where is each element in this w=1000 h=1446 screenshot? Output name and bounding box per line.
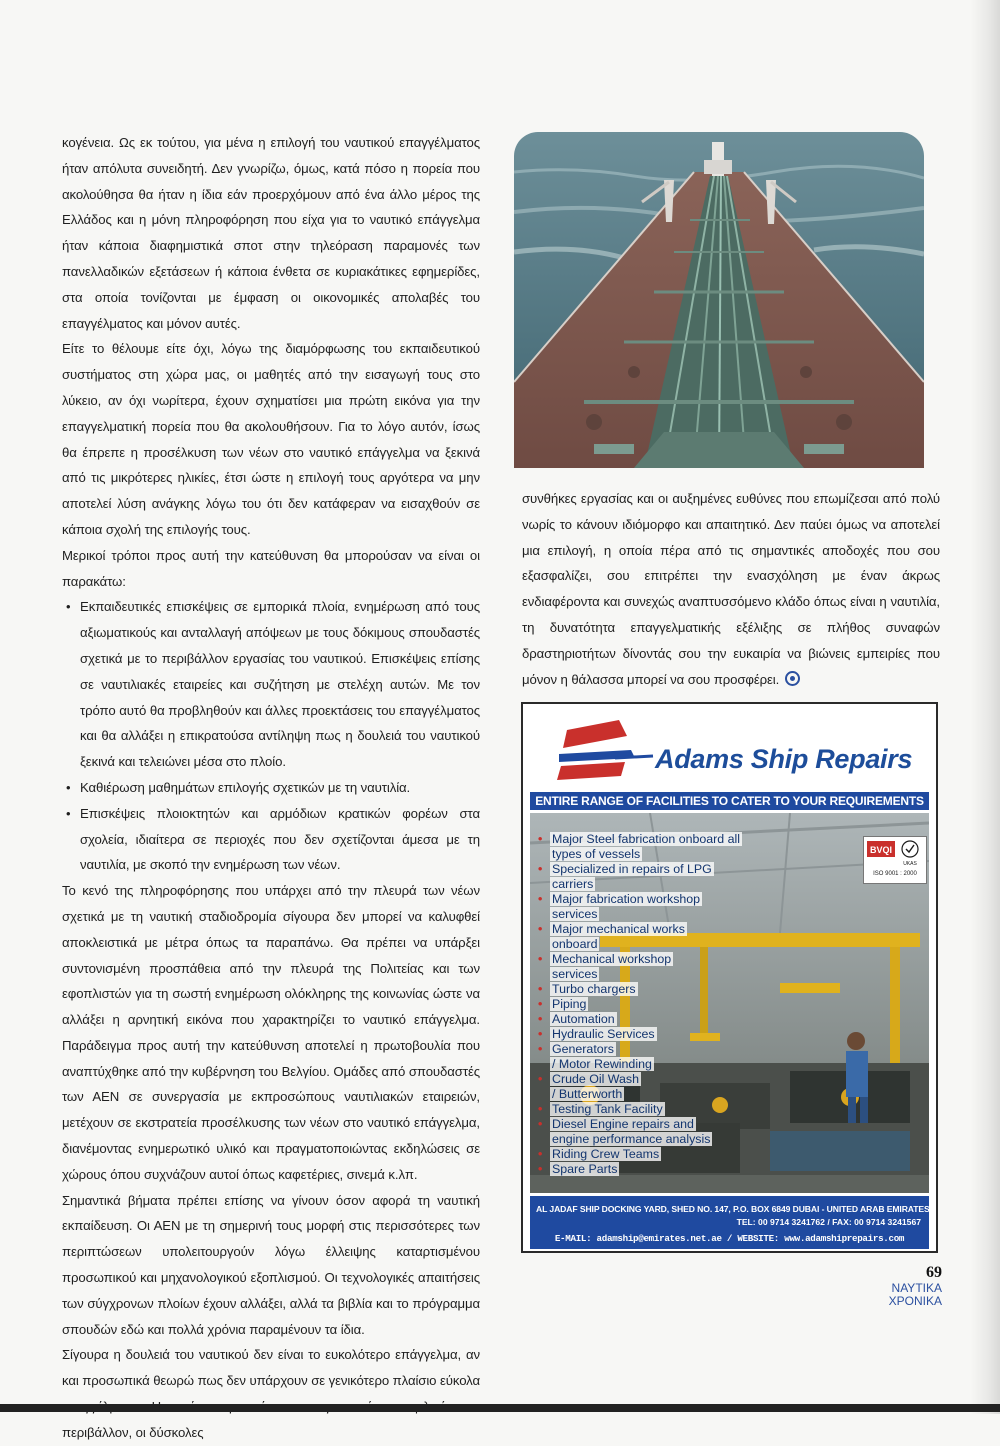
service-item: • Automation: [538, 1012, 615, 1026]
ad-banner: ENTIRE RANGE OF FACILITIES TO CATER TO YOUR REQUIREMENTS: [530, 792, 929, 810]
article-right-column: [522, 486, 940, 692]
article-paragraph-text: συνθήκες εργασίας και οι αυξημένες ευθύνες που επωμίζεσαι από πολύ νωρίς το κάνουν ιδιόμορφο και απαιτητικό. Δεν παύει όμως να αποτελεί μια επιλογή, η οποία πέρα από τις σημαντικές αποδοχές που σου εξασφαλίζει, σου επιτρέπει την ενασχόληση με έναν άκρως ενδιαφέροντα και συνεχώς αναπτυσσόμενο κλάδο όπως είναι η ναυτιλία, τη δυνατότητα επαγγελματικής εξέλιξης σε πλήθος συναφών δραστηριοτήτων δίνοντάς σου την ευκαιρία να βιώνεις εμπειρίες που μόνον η θάλασσα μπορεί να σου προσφέρει.: [522, 491, 940, 687]
service-item: • Riding Crew Teams: [538, 1147, 660, 1161]
service-item: • Specialized in repairs of LPG carriers: [538, 862, 712, 891]
article-paragraph: Σημαντικά βήματα πρέπει επίσης να γίνουν όσον αφορά τη ναυτική εκπαίδευση. Οι ΑΕΝ με τη σημερινή τους μορφή στις περισσότερες των περιπτώσεων υπολειτουργούν λόγω έλλειψης καταρτισμένου προσωπικού και μηχανολογικού εξοπλισμού. Οι τεχνολογικές απαιτήσεις των σύγχρονων πλοίων έχουν αλλάξει, αλλά τα βιβλία και το πρόγραμμα σπουδών εδώ και πολλά χρόνια παραμένουν τα ίδια.: [62, 1192, 480, 1337]
service-item: • Major mechanical works onboard: [538, 922, 685, 951]
ad-phone-fax: TEL: 00 9714 3241762 / FAX: 00 9714 3241567: [736, 1217, 921, 1227]
service-item: • Testing Tank Facility: [538, 1102, 663, 1116]
page-bottom-edge: [0, 1404, 1000, 1412]
ad-header: [523, 704, 936, 790]
magazine-name-line1: ΝΑΥΤΙΚΑ: [891, 1281, 942, 1295]
ad-address: AL JADAF SHIP DOCKING YARD, SHED NO. 147, P.O. BOX 6849 DUBAI - UNITED ARAB EMIRATES: [536, 1204, 930, 1214]
tanker-deck-illustration: [514, 132, 924, 468]
ad-company-name: Adams Ship Repairs: [655, 744, 913, 774]
article-left-column: [62, 130, 480, 1446]
page-number: 69: [926, 1264, 942, 1281]
ad-services-list: [538, 832, 742, 1177]
article-paragraph: Το κενό της πληροφόρησης που υπάρχει από την πλευρά των νέων σχετικά με τη ναυτική σταδιοδρομία σίγουρα δεν μπορεί να καλυφθεί αποκλειστικά με μέτρα όπως τα παραπάνω. Θα πρέπει να υπάρξει συντονισμένη προσπάθεια από την πλευρά της Πολιτείας και των εφοπλιστών για τη σωστή ενημέρωση ολόκληρης της κοινωνίας ώστε να αλλάξει η αρνητική εικόνα που χαρακτηρίζει το ναυτικό επάγγελμα. Παράδειγμα προς αυτή την κατεύθυνση αποτελεί η πρωτοβουλία που αναπτύχθηκε από την κυβέρνηση του Βελγίου. Ομάδες από σπουδαστές των ΑΕΝ σε συνεργασία με εκπροσώπους ναυτιλιακών εταιρειών, μετέχουν σε εκστρατεία προσέλκυσης των νέων στο ναυτικό επάγγελμα, διανέμοντας ενημερωτικό υλικό και πραγματοποιώντας εκδηλώσεις σε χώρους όπου συχνάζουν αυτοί όπως καφετέριες, σινεμά κ.λπ.: [62, 883, 480, 1182]
cert-iso: ISO 9001 : 2000: [873, 871, 917, 877]
service-item: • Piping: [538, 997, 587, 1011]
ad-email-website[interactable]: E-MAIL: adamship@emirates.net.ae / WEBSITE: www.adamshiprepairs.com: [554, 1233, 905, 1244]
article-paragraph: κογένεια. Ως εκ τούτου, για μένα η επιλογή του ναυτικού επαγγέλματος ήταν απόλυτα συνειδητή. Δεν γνωρίζω, όμως, κατά πόσο η πορεία που ακολούθησα θα ήταν η ίδια εάν προερχόμουν από ένα άλλο μέρος της Ελλάδος και η μόνη πληροφόρηση που είχα για το ναυτικό επάγγελμα ήταν κάποια διαφημιστικά σποτ στην τηλεόραση παραμονές των πανελλαδικών εξετάσεων ή κάποια ένθετα σε κυριακάτικες εφημερίδες, στα οποία τονίζονται με έμφαση οι οικονομικές απολαβές του επαγγέλματος και μόνον αυτές.: [62, 135, 480, 331]
cert-ukas: UKAS: [903, 861, 917, 867]
certification-badge: [863, 836, 927, 884]
tanker-deck-photo: [514, 132, 924, 468]
article-paragraph: Είτε το θέλουμε είτε όχι, λόγω της διαμόρφωσης του εκπαιδευτικού συστήματος στη χώρα μας, οι μαθητές από την εισαγωγή τους στο λύκειο, αν όχι νωρίτερα, έχουν σχηματίσει μια πρώτη εικόνα για την επαγγελματική πορεία που θα ακολουθήσουν. Για το λόγο αυτόν, ίσως θα έπρεπε η προσέλκυση των νέων στο ναυτικό επάγγελμα να ξεκινά από τις μικρότερες ηλικίες, έτσι ώστε η επιλογή τους αργότερα να μην αποτελεί λύση ανάγκης λόγω του ότι δεν κατάφεραν να εισαχθούν σε κάποια σχολή της επιλογής τους.: [62, 341, 480, 537]
service-item: • Mechanical workshop services: [538, 952, 672, 981]
adams-ship-repairs-advertisement[interactable]: [521, 702, 938, 1253]
service-item: • Hydraulic Services: [538, 1027, 655, 1041]
page-binding-shadow: [970, 0, 1000, 1414]
suggestion-list: [62, 594, 480, 878]
service-item: • Major Steel fabrication onboard all types of vessels: [538, 832, 741, 861]
bvqi-ukas-logo: [864, 837, 926, 883]
service-item: • Major fabrication workshop services: [538, 892, 701, 921]
suggestion-item: • Εκπαιδευτικές επισκέψεις σε εμπορικά πλοία, ενημέρωση από τους αξιωματικούς και ανταλλαγή απόψεων με τους δόκιμους σπουδαστές σχετικά με το περιβάλλον εργασίας του ναυτικού. Επισκέψεις επίσης σε ναυτιλιακές εταιρείες και συζήτηση με στελέχη αυτών. Με τον τρόπο αυτό θα προβληθούν και άλλες προεκτάσεις του επαγγέλματος και θα αλλάξει η επικρατούσα αντίληψη πως η δουλειά του ναυτικού ξεκινά και τελειώνει μέσα στο πλοίο.: [80, 594, 480, 775]
article-paragraph: [522, 486, 940, 692]
service-item: • Diesel Engine repairs and engine performance analysis: [538, 1117, 711, 1146]
ad-contact-footer: [530, 1196, 929, 1249]
article-end-icon: [785, 671, 800, 686]
service-item: • Spare Parts: [538, 1162, 618, 1176]
suggestion-item: • Καθιέρωση μαθημάτων επιλογής σχετικών με τη ναυτιλία.: [80, 775, 480, 801]
service-item: • Crude Oil Wash / Butterworth: [538, 1072, 639, 1101]
article-paragraph: Μερικοί τρόποι προς αυτή την κατεύθυνση θα μπορούσαν να είναι οι παρακάτω:: [62, 547, 480, 589]
article-paragraph: Σίγουρα η δουλειά του ναυτικού δεν είναι το ευκολότερο επάγγελμα, αν και προσωπικά θεωρώ πως δεν υπάρχουν σε γενικότερο πλαίσιο εύκολα περιβάλλον, οι δύσκολες: [62, 1347, 480, 1440]
service-item: • Turbo chargers: [538, 982, 636, 996]
page-footer: [889, 1264, 942, 1308]
suggestion-item: • Επισκέψεις πλοιοκτητών και αρμόδιων κρατικών φορέων στα σχολεία, ιδιαίτερα σε περιοχές που δεν σχετίζονται άμεσα με τη ναυτιλία, με σκοπό την ενημέρωση των νέων.: [80, 801, 480, 878]
service-item: • Generators / Motor Rewinding: [538, 1042, 652, 1071]
magazine-name-line2: ΧΡΟΝΙΚΑ: [888, 1294, 942, 1308]
cert-brand: BVQI: [869, 845, 893, 855]
